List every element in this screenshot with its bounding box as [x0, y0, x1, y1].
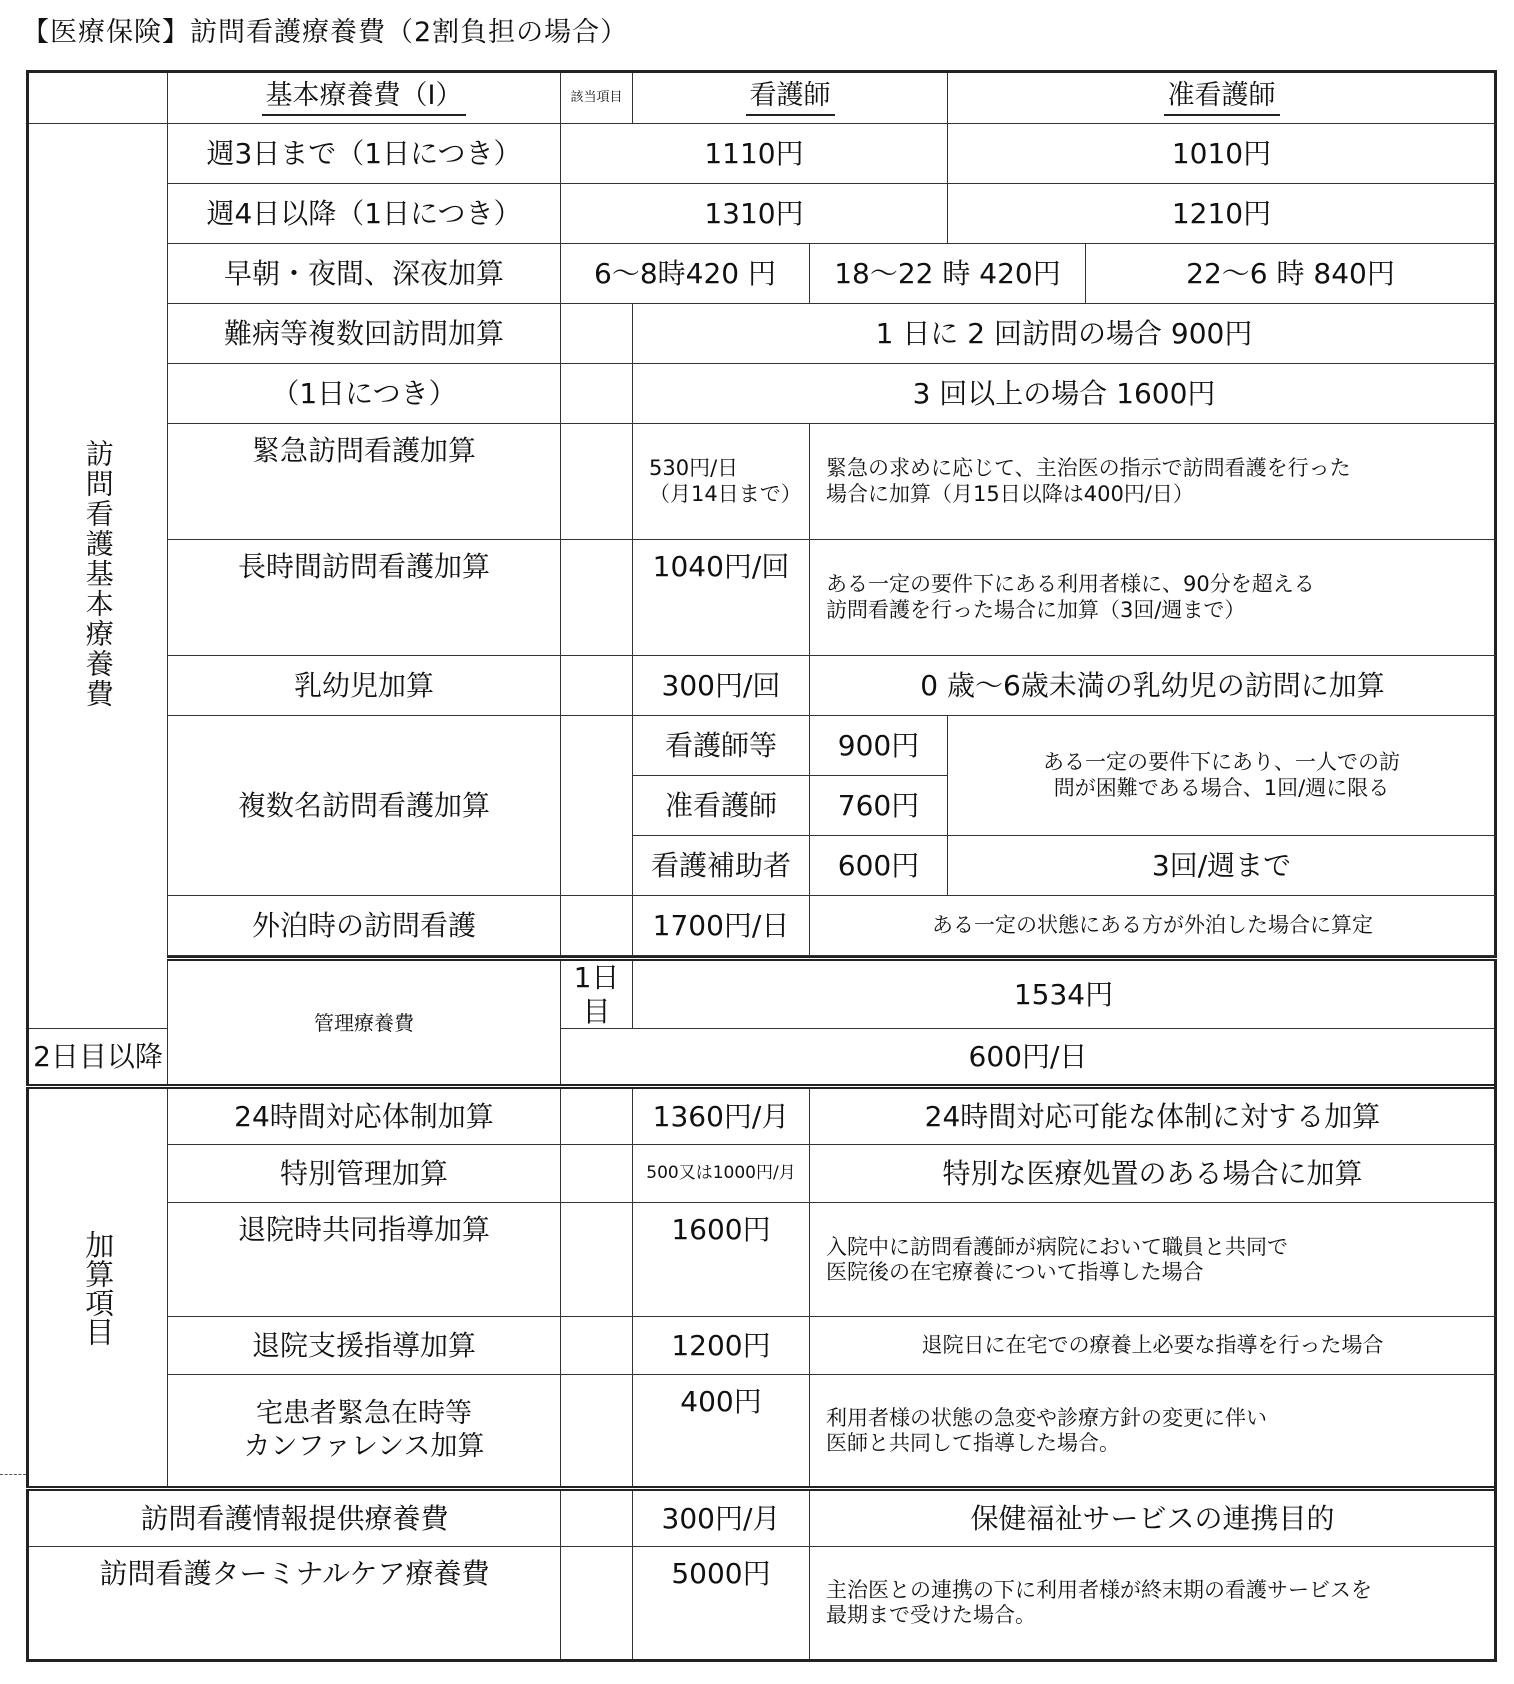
row-label: 難病等複数回訪問加算 — [168, 304, 561, 364]
infant-note: 0 歳〜6歳未満の乳幼児の訪問に加算 — [810, 656, 1496, 716]
table-row — [28, 1087, 1496, 1145]
row-label: 訪問看護情報提供療養費 — [28, 1489, 561, 1547]
special-fee: 500又は1000円/月 — [633, 1145, 810, 1203]
assistant-nurse-heading: 准看護師 — [1164, 80, 1280, 116]
fee-table — [26, 70, 1497, 1662]
nurse-fee: 1110円 — [561, 124, 948, 184]
emergency-fee-value: 530円/日 — [649, 456, 739, 481]
applicable-cell — [561, 716, 633, 896]
emergency-fee — [633, 424, 810, 540]
overnight-note: ある一定の状態にある方が外泊した場合に算定 — [810, 896, 1496, 956]
applicable-cell — [561, 1547, 633, 1661]
overnight-fee: 1700円/日 — [633, 896, 810, 956]
table-row — [28, 1203, 1496, 1317]
terminal-fee: 5000円 — [633, 1547, 810, 1661]
row-label: 外泊時の訪問看護 — [168, 896, 561, 956]
row-label: 週3日まで（1日につき） — [168, 124, 561, 184]
table-row — [28, 540, 1496, 656]
category-management: 管理療養費 — [168, 959, 561, 1087]
applicable-cell — [561, 1145, 633, 1203]
staff-aide-note: 3回/週まで — [948, 836, 1496, 896]
applicable-cell — [561, 1489, 633, 1547]
info-note: 保健福祉サービスの連携目的 — [810, 1489, 1496, 1547]
applicable-cell — [561, 304, 633, 364]
management-day1-fee: 1534円 — [633, 959, 1496, 1029]
table-row — [28, 364, 1496, 424]
applicable-cell — [561, 656, 633, 716]
category-additions: 加算項目 — [28, 1087, 168, 1489]
assistant-fee: 1010円 — [948, 124, 1496, 184]
staff-aide-fee: 600円 — [810, 836, 948, 896]
table-row — [28, 716, 1496, 776]
row-label: 退院支援指導加算 — [168, 1317, 561, 1375]
table-row — [28, 184, 1496, 244]
table-row — [28, 124, 1496, 184]
applicable-cell — [561, 896, 633, 956]
discharge-support-note: 退院日に在宅での療養上必要な指導を行った場合 — [810, 1317, 1496, 1375]
row-label: 特別管理加算 — [168, 1145, 561, 1203]
staff-aide-label: 看護補助者 — [633, 836, 810, 896]
row-label: 1日目 — [561, 959, 633, 1029]
header-corner — [28, 72, 168, 124]
multi-staff-note: ある一定の要件下にあり、一人での訪 問が困難である場合、1回/週に限る — [948, 716, 1496, 836]
applicable-cell — [561, 540, 633, 656]
row-label: 週4日以降（1日につき） — [168, 184, 561, 244]
conference-fee: 400円 — [633, 1375, 810, 1489]
thrice-fee: 3 回以上の場合 1600円 — [633, 364, 1496, 424]
applicable-cell — [561, 424, 633, 540]
emergency-note: 緊急の求めに応じて、主治医の指示で訪問看護を行った 場合に加算（月15日以降は400円/日） — [810, 424, 1496, 540]
row-label: 退院時共同指導加算 — [168, 1203, 561, 1317]
conference-note: 利用者様の状態の急変や診療方針の変更に伴い 医師と共同して指導した場合。 — [810, 1375, 1496, 1489]
applicable-heading: 該当項目 — [561, 72, 633, 124]
row-label: 2日目以降 — [28, 1029, 168, 1087]
staff-nurse-fee: 900円 — [810, 716, 948, 776]
applicable-cell — [561, 1317, 633, 1375]
info-fee: 300円/月 — [633, 1489, 810, 1547]
twice-fee: 1 日に 2 回訪問の場合 900円 — [633, 304, 1496, 364]
staff-nurse-label: 看護師等 — [633, 716, 810, 776]
terminal-note: 主治医との連携の下に利用者様が終末期の看護サービスを 最期まで受けた場合。 — [810, 1547, 1496, 1661]
staff-assistant-fee: 760円 — [810, 776, 948, 836]
applicable-cell — [561, 1203, 633, 1317]
infant-fee: 300円/回 — [633, 656, 810, 716]
table-row — [28, 656, 1496, 716]
table-row — [28, 1375, 1496, 1489]
row-label: 早朝・夜間、深夜加算 — [168, 244, 561, 304]
applicable-cell — [561, 364, 633, 424]
discharge-joint-fee: 1600円 — [633, 1203, 810, 1317]
row-label: 24時間対応体制加算 — [168, 1087, 561, 1145]
discharge-support-fee: 1200円 — [633, 1317, 810, 1375]
row-label: 宅患者緊急在時等 カンファレンス加算 — [168, 1375, 561, 1489]
table-row — [28, 896, 1496, 956]
table-row — [28, 1317, 1496, 1375]
evening-fee: 18〜22 時 420円 — [810, 244, 1086, 304]
table-row — [28, 959, 1496, 1029]
h24-fee: 1360円/月 — [633, 1087, 810, 1145]
table-row — [28, 1145, 1496, 1203]
applicable-cell — [561, 1375, 633, 1489]
applicable-cell — [561, 1087, 633, 1145]
long-fee: 1040円/回 — [633, 540, 810, 656]
row-label: 緊急訪問看護加算 — [168, 424, 561, 540]
table-row — [28, 1489, 1496, 1547]
table-row — [28, 1547, 1496, 1661]
staff-assistant-label: 准看護師 — [633, 776, 810, 836]
late-fee: 22〜6 時 840円 — [1086, 244, 1496, 304]
row-label: 長時間訪問看護加算 — [168, 540, 561, 656]
nurse-heading: 看護師 — [746, 80, 835, 116]
basic-cost-heading: 基本療養費（Ⅰ） — [262, 80, 467, 116]
nurse-fee: 1310円 — [561, 184, 948, 244]
category-basic: 訪問看護基本療養費 — [28, 124, 168, 1029]
management-day2-fee: 600円/日 — [561, 1029, 1496, 1087]
early-fee: 6〜8時420 円 — [561, 244, 810, 304]
header-row — [28, 72, 1496, 124]
row-label: 訪問看護ターミナルケア療養費 — [28, 1547, 561, 1661]
discharge-joint-note: 入院中に訪問看護師が病院において職員と共同で 医院後の在宅療養について指導した場合 — [810, 1203, 1496, 1317]
emergency-fee-limit: （月14日まで） — [649, 481, 802, 506]
special-note: 特別な医療処置のある場合に加算 — [810, 1145, 1496, 1203]
long-note: ある一定の要件下にある利用者様に、90分を超える 訪問看護を行った場合に加算（3回/週まで） — [810, 540, 1496, 656]
table-row — [28, 424, 1496, 540]
row-label: （1日につき） — [168, 364, 561, 424]
table-row — [28, 244, 1496, 304]
h24-note: 24時間対応可能な体制に対する加算 — [810, 1087, 1496, 1145]
page-title: 【医療保険】訪問看護療養費（2割負担の場合） — [22, 17, 629, 48]
assistant-fee: 1210円 — [948, 184, 1496, 244]
row-label: 乳幼児加算 — [168, 656, 561, 716]
cut-line — [0, 1474, 26, 1475]
table-row — [28, 304, 1496, 364]
row-label: 複数名訪問看護加算 — [168, 716, 561, 896]
